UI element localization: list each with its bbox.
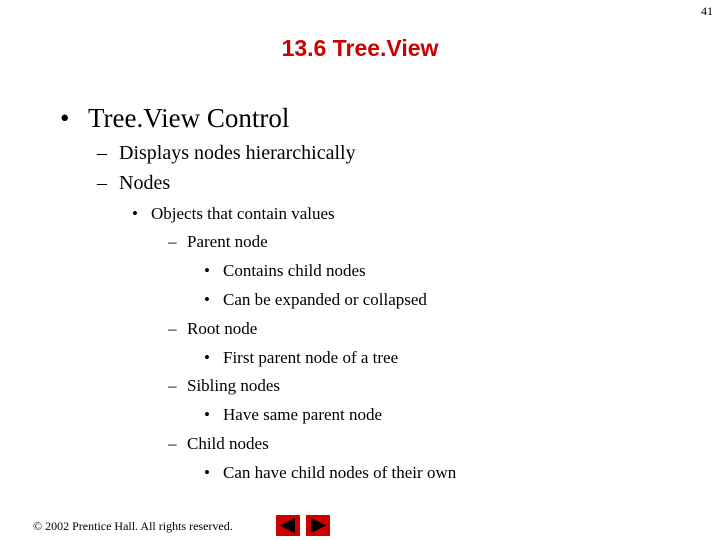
bullet-marker: • bbox=[132, 204, 138, 223]
bullet-text: Can have child nodes of their own bbox=[223, 463, 457, 482]
copyright-footer: © 2002 Prentice Hall. All rights reserved. bbox=[33, 519, 233, 533]
bullet-text: Displays nodes hierarchically bbox=[119, 142, 356, 164]
arrow-right-icon bbox=[306, 515, 330, 536]
arrow-left-icon bbox=[276, 515, 300, 536]
bullet-text: Can be expanded or collapsed bbox=[223, 290, 427, 309]
dash-marker: – bbox=[168, 319, 177, 338]
bullet-marker: • bbox=[204, 463, 210, 482]
next-slide-button[interactable] bbox=[306, 515, 330, 536]
bullet-text: Parent node bbox=[187, 232, 268, 251]
bullet-text: Nodes bbox=[119, 172, 171, 194]
bullet-text: Root node bbox=[187, 319, 258, 338]
bullet-text: Sibling nodes bbox=[187, 376, 281, 395]
dash-marker: – bbox=[168, 232, 177, 251]
bullet-marker: • bbox=[204, 290, 210, 309]
previous-slide-button[interactable] bbox=[276, 515, 300, 536]
bullet-text: Child nodes bbox=[187, 434, 269, 453]
bullet-text: First parent node of a tree bbox=[223, 348, 399, 367]
dash-marker: – bbox=[97, 172, 107, 194]
page-number: 41 bbox=[701, 4, 713, 18]
bullet-marker: • bbox=[60, 103, 70, 133]
dash-marker: – bbox=[168, 434, 177, 453]
bullet-text: Objects that contain values bbox=[151, 204, 335, 223]
bullet-marker: • bbox=[204, 405, 210, 424]
bullet-text: Have same parent node bbox=[223, 405, 383, 424]
bullet-marker: • bbox=[204, 261, 210, 280]
dash-marker: – bbox=[168, 376, 177, 395]
dash-marker: – bbox=[97, 142, 107, 164]
bullet-text: Contains child nodes bbox=[223, 261, 366, 280]
slide-title: 13.6 Tree.View bbox=[281, 35, 439, 61]
bullet-marker: • bbox=[204, 348, 210, 367]
bullet-text: Tree.View Control bbox=[88, 103, 290, 133]
